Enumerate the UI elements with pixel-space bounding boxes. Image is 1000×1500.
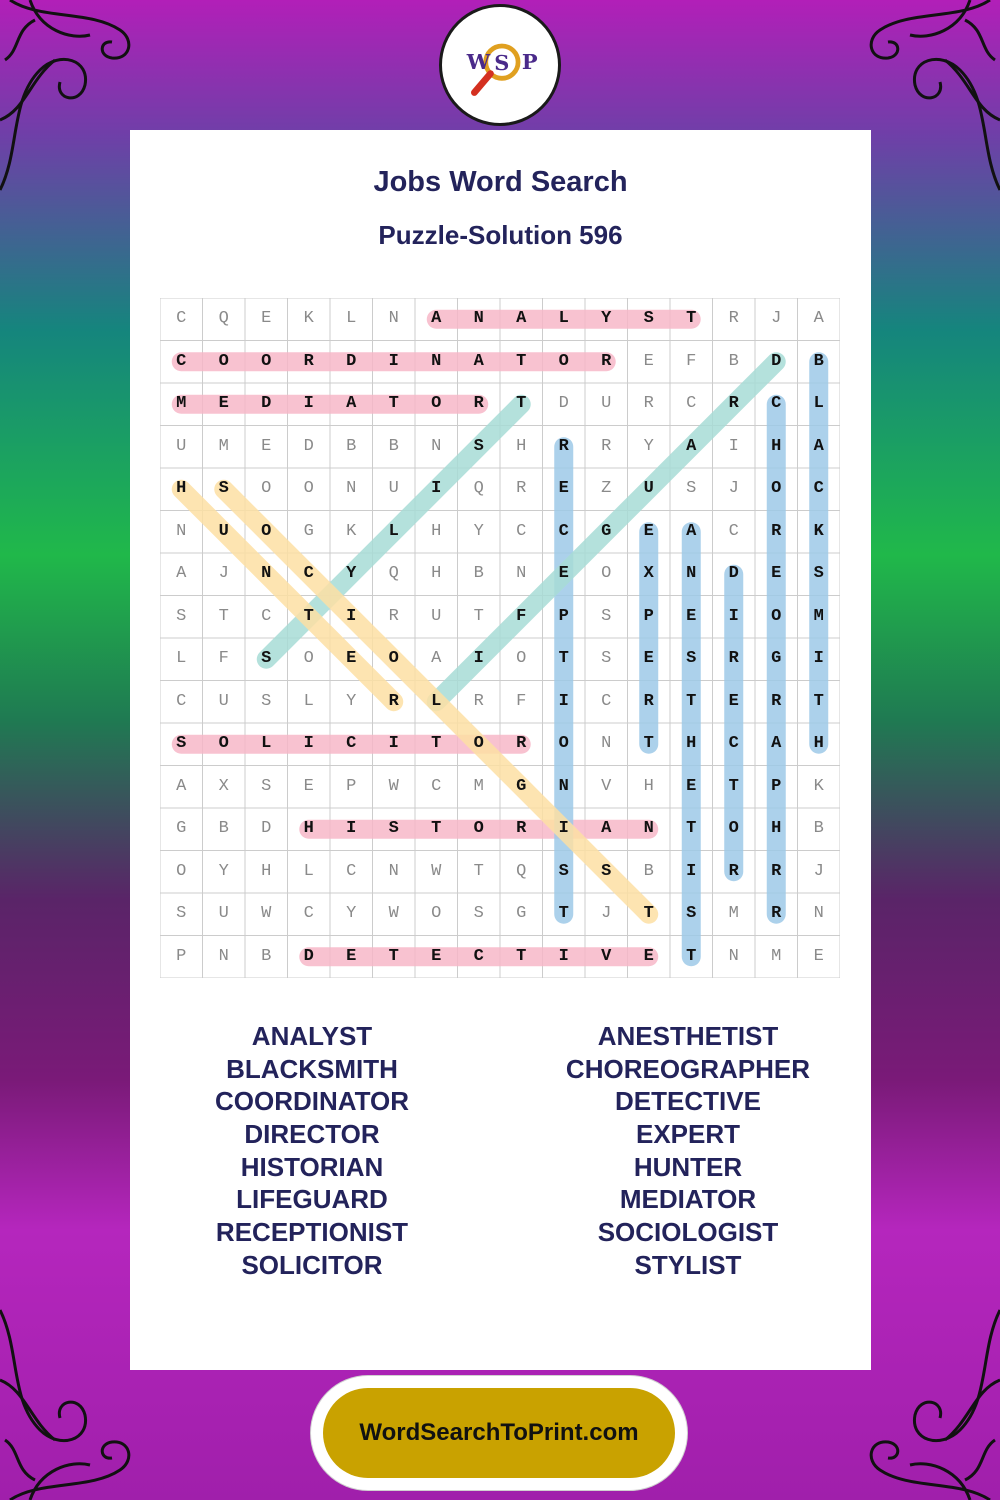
grid-cell: R xyxy=(771,691,782,711)
grid-cell: A xyxy=(346,394,357,413)
grid-cell: Q xyxy=(473,479,484,498)
logo-letter-s: S xyxy=(494,49,510,75)
grid-cell: E xyxy=(771,564,782,583)
grid-cell: R xyxy=(516,819,527,838)
grid-cell: S xyxy=(473,436,484,456)
grid-cell: W xyxy=(388,904,399,923)
grid-cell: A xyxy=(431,309,442,328)
grid-cell: S xyxy=(218,479,229,498)
grid-cell: N xyxy=(388,309,399,328)
grid-cell: D xyxy=(558,394,569,413)
corner-ornament-bottom-left xyxy=(0,1300,140,1500)
grid-cell: C xyxy=(601,691,612,711)
word-list-left xyxy=(162,1020,462,1282)
grid-cell: T xyxy=(686,691,697,711)
grid-cell: Y xyxy=(473,521,484,541)
grid-cell: T xyxy=(473,861,484,881)
grid-cell: U xyxy=(176,436,187,456)
grid-cell: E xyxy=(346,649,357,668)
word-list-item: STYLIST xyxy=(634,1249,742,1280)
grid-cell: M xyxy=(176,394,187,413)
grid-cell: X xyxy=(643,564,654,583)
grid-cell: C xyxy=(346,861,357,881)
grid-cell: O xyxy=(473,819,484,838)
grid-cell: N xyxy=(813,904,824,923)
grid-cell: G xyxy=(771,649,782,668)
grid-cell: B xyxy=(813,351,824,371)
grid-cell: U xyxy=(218,904,229,923)
grid-cell: V xyxy=(601,946,612,966)
grid-cell: C xyxy=(558,521,569,541)
grid-cell: T xyxy=(813,691,824,711)
grid-cell: N xyxy=(388,861,399,881)
grid-cell: T xyxy=(473,606,484,626)
grid-cell: N xyxy=(431,436,442,456)
grid-cell: N xyxy=(431,351,442,371)
grid-cell: P xyxy=(643,606,654,626)
grid-cell: Y xyxy=(346,564,357,583)
grid-cell: H xyxy=(303,819,314,838)
grid-cell: S xyxy=(686,649,697,668)
grid-cell: E xyxy=(218,394,229,413)
grid-cell: T xyxy=(686,819,697,838)
grid-cell: A xyxy=(176,564,187,583)
grid-cell: L xyxy=(431,691,442,711)
grid-cell: N xyxy=(218,946,229,966)
grid-cell: J xyxy=(728,479,739,498)
grid-cell: R xyxy=(771,904,782,923)
grid-cell: P xyxy=(346,776,357,796)
word-search-grid xyxy=(160,298,840,978)
site-link-button[interactable]: WordSearchToPrint.com xyxy=(323,1388,675,1478)
grid-cell: I xyxy=(388,351,399,371)
grid-cell: W xyxy=(388,776,399,796)
grid-cell: E xyxy=(261,309,272,328)
grid-cell: W xyxy=(261,904,272,923)
grid-cell: O xyxy=(388,649,399,668)
grid-cell: I xyxy=(728,606,739,626)
grid-cell: O xyxy=(728,819,739,838)
grid-cell: T xyxy=(431,734,442,753)
grid-cell: N xyxy=(643,819,654,838)
grid-cell: I xyxy=(686,861,697,881)
grid-cell: A xyxy=(431,649,442,668)
grid-cell: I xyxy=(728,436,739,456)
grid-cell: S xyxy=(176,904,187,923)
grid-cell: T xyxy=(388,394,399,413)
grid-cell: H xyxy=(516,436,527,456)
grid-cell: Y xyxy=(601,309,612,328)
grid-cell: S xyxy=(686,904,697,923)
grid-cell: A xyxy=(771,734,782,753)
grid-cell: H xyxy=(176,479,187,498)
grid-cell: A xyxy=(686,521,697,541)
grid-cell: K xyxy=(813,521,824,541)
grid-cell: D xyxy=(771,351,782,371)
grid-cell: R xyxy=(728,649,739,668)
grid-cell: E xyxy=(643,649,654,668)
grid-cell: H xyxy=(431,564,442,583)
grid-cell: O xyxy=(218,734,229,753)
grid-cell: S xyxy=(558,861,569,881)
grid-cell: M xyxy=(728,904,739,923)
grid-cell: Y xyxy=(346,691,357,711)
word-list-item: RECEPTIONIST xyxy=(215,1217,409,1248)
grid-cell: O xyxy=(261,479,272,498)
grid-cell: L xyxy=(303,861,314,881)
grid-cell: U xyxy=(218,691,229,711)
grid-cell: F xyxy=(218,649,229,668)
corner-ornament-top-right xyxy=(860,0,1000,200)
page-title: Jobs Word Search xyxy=(373,166,628,198)
grid-cell: E xyxy=(686,606,697,626)
grid-cell: B xyxy=(218,819,229,838)
grid-cell: S xyxy=(601,649,612,668)
grid-cell: F xyxy=(686,351,697,371)
grid-cell: G xyxy=(516,904,527,923)
grid-cell: T xyxy=(516,351,527,371)
grid-cell: N xyxy=(686,564,697,583)
grid-cell: G xyxy=(303,521,314,541)
grid-cell: N xyxy=(516,564,527,583)
corner-ornament-bottom-right xyxy=(860,1300,1000,1500)
grid-cell: Q xyxy=(388,564,399,583)
grid-cell: O xyxy=(558,734,569,753)
grid-cell: S xyxy=(813,564,824,583)
grid-cell: S xyxy=(261,691,272,711)
grid-cell: X xyxy=(218,776,229,796)
grid-cell: R xyxy=(473,394,484,413)
grid-cell: A xyxy=(473,351,484,371)
grid-cell: O xyxy=(218,351,229,371)
word-list-item: ANALYST xyxy=(251,1021,373,1051)
page-subtitle: Puzzle-Solution 596 xyxy=(378,220,623,250)
logo-letter-w: W xyxy=(466,48,491,74)
grid-cell: L xyxy=(813,394,824,413)
grid-cell: B xyxy=(346,436,357,456)
grid-cell: S xyxy=(473,904,484,923)
grid-cell: D xyxy=(728,564,739,583)
grid-cell: C xyxy=(516,521,527,541)
puzzle-sheet xyxy=(130,130,871,1370)
grid-cell: A xyxy=(601,819,612,838)
grid-cell: H xyxy=(261,861,272,881)
grid-cell: T xyxy=(388,946,399,966)
grid-cell: N xyxy=(473,309,484,328)
grid-cell: Y xyxy=(218,861,229,881)
grid-cell: S xyxy=(261,649,272,668)
grid-cell: E xyxy=(643,946,654,966)
grid-cell: S xyxy=(686,479,697,498)
grid-cell: J xyxy=(813,861,824,881)
grid-cell: C xyxy=(261,606,272,626)
grid-cell: R xyxy=(473,691,484,711)
grid-cell: T xyxy=(686,309,697,328)
grid-cell: Y xyxy=(643,436,654,456)
grid-cell: C xyxy=(728,521,739,541)
grid-cell: U xyxy=(388,479,399,498)
grid-cell: S xyxy=(601,861,612,881)
word-list-item: MEDIATOR xyxy=(619,1184,757,1215)
grid-cell: T xyxy=(431,819,442,838)
grid-cell: O xyxy=(601,564,612,583)
grid-cell: O xyxy=(516,649,527,668)
grid-cell: O xyxy=(303,649,314,668)
grid-cell: L xyxy=(176,649,187,668)
grid-cell: U xyxy=(218,521,229,541)
grid-cell: R xyxy=(728,861,739,881)
grid-cell: R xyxy=(643,394,654,413)
grid-cell: T xyxy=(643,734,654,753)
grid-cell: A xyxy=(686,436,697,456)
grid-cell: T xyxy=(643,904,654,923)
grid-cell: E xyxy=(686,776,697,796)
grid-cell: O xyxy=(261,351,272,371)
word-list-item: COORDINATOR xyxy=(214,1086,410,1117)
grid-cell: O xyxy=(176,861,187,881)
word-list-item: SOLICITOR xyxy=(241,1249,383,1280)
grid-cell: G xyxy=(601,521,612,541)
grid-cell: P xyxy=(558,606,569,626)
grid-cell: H xyxy=(771,436,782,456)
grid-cell: P xyxy=(771,776,782,796)
grid-cell: C xyxy=(346,734,357,753)
grid-cell: J xyxy=(218,564,229,583)
grid-cell: O xyxy=(771,606,782,626)
word-list-item: LIFEGUARD xyxy=(236,1184,388,1215)
grid-cell: I xyxy=(303,394,314,413)
word-list-item: CHOREOGRAPHER xyxy=(565,1053,811,1084)
grid-cell: S xyxy=(388,819,399,838)
grid-cell: J xyxy=(771,309,782,328)
grid-cell: H xyxy=(431,521,442,541)
grid-cell: L xyxy=(346,309,357,328)
grid-cell: O xyxy=(261,521,272,541)
grid-cell: I xyxy=(303,734,314,753)
grid-cell: D xyxy=(303,436,314,456)
grid-cell: O xyxy=(303,479,314,498)
grid-cell: O xyxy=(431,904,442,923)
grid-cell: E xyxy=(643,521,654,541)
grid-cell: B xyxy=(261,946,272,966)
grid-cell: N xyxy=(558,776,569,796)
grid-cell: A xyxy=(516,309,527,328)
grid-cell: G xyxy=(516,776,527,796)
grid-cell: T xyxy=(558,904,569,923)
grid-cell: G xyxy=(176,819,187,838)
grid-cell: C xyxy=(473,946,484,966)
grid-cell: R xyxy=(728,394,739,413)
wsp-logo[interactable] xyxy=(439,4,561,126)
grid-cell: A xyxy=(176,776,187,796)
grid-cell: R xyxy=(643,691,654,711)
word-list-item: DETECTIVE xyxy=(615,1086,761,1117)
grid-cell: E xyxy=(261,436,272,456)
grid-cell: B xyxy=(643,861,654,881)
corner-ornament-top-left xyxy=(0,0,140,200)
grid-cell: I xyxy=(558,691,569,711)
grid-cell: E xyxy=(813,946,824,966)
grid-cell: T xyxy=(516,946,527,966)
grid-cell: L xyxy=(558,309,569,328)
grid-cell: I xyxy=(346,606,357,626)
grid-cell: S xyxy=(643,309,654,328)
grid-cell: E xyxy=(643,351,654,371)
grid-cell: T xyxy=(558,649,569,668)
grid-cell: H xyxy=(686,734,697,753)
word-list-item: BLACKSMITH xyxy=(226,1053,398,1084)
grid-cell: R xyxy=(728,309,739,328)
grid-cell: B xyxy=(388,436,399,456)
grid-cell: K xyxy=(303,309,314,328)
grid-cell: R xyxy=(771,521,782,541)
grid-cell: V xyxy=(601,776,612,796)
grid-cell: E xyxy=(431,946,442,966)
grid-cell: R xyxy=(516,479,527,498)
grid-cell: T xyxy=(218,606,229,626)
grid-cell: H xyxy=(643,776,654,796)
grid-cell: O xyxy=(431,394,442,413)
grid-cell: U xyxy=(601,394,612,413)
grid-cell: H xyxy=(813,734,824,753)
grid-cell: R xyxy=(388,606,399,626)
grid-cell: U xyxy=(431,606,442,626)
grid-cell: R xyxy=(558,436,569,456)
grid-letters xyxy=(160,298,840,978)
grid-cell: C xyxy=(431,776,442,796)
grid-cell: L xyxy=(261,734,272,753)
grid-cell: R xyxy=(601,351,612,371)
grid-cell: C xyxy=(303,904,314,923)
grid-cell: L xyxy=(388,521,399,541)
grid-cell: A xyxy=(813,309,824,328)
grid-cell: M xyxy=(813,606,824,626)
word-list-item: HISTORIAN xyxy=(240,1151,384,1182)
grid-cell: S xyxy=(176,734,187,753)
grid-cell: B xyxy=(728,351,739,371)
grid-cell: P xyxy=(176,946,187,966)
grid-cell: T xyxy=(303,606,314,626)
grid-cell: M xyxy=(771,946,782,966)
grid-cell: O xyxy=(473,734,484,753)
grid-cell: E xyxy=(558,564,569,583)
word-list-item: SOCIOLOGIST xyxy=(597,1217,779,1248)
grid-cell: R xyxy=(303,351,314,371)
grid-cell: C xyxy=(771,394,782,413)
grid-cell: L xyxy=(303,691,314,711)
grid-cell: D xyxy=(261,394,272,413)
grid-cell: Q xyxy=(516,861,527,881)
grid-cell: F xyxy=(516,606,527,626)
grid-cell: O xyxy=(558,351,569,371)
grid-cell: M xyxy=(473,776,484,796)
grid-cell: N xyxy=(176,521,187,541)
grid-cell: B xyxy=(813,819,824,838)
grid-cell: K xyxy=(813,776,824,796)
grid-cell: N xyxy=(601,734,612,753)
grid-cell: N xyxy=(261,564,272,583)
grid-cell: R xyxy=(601,436,612,456)
grid-cell: I xyxy=(813,649,824,668)
grid-cell: E xyxy=(346,946,357,966)
logo-letter-p: P xyxy=(521,48,538,74)
grid-cell: S xyxy=(601,606,612,626)
grid-cell: Z xyxy=(601,479,612,498)
grid-cell: O xyxy=(771,479,782,498)
grid-cell: R xyxy=(516,734,527,753)
grid-cell: N xyxy=(728,946,739,966)
grid-cell: C xyxy=(813,479,824,498)
grid-cell: C xyxy=(686,394,697,413)
grid-cell: C xyxy=(176,691,187,711)
grid-cell: I xyxy=(558,819,569,838)
grid-cell: S xyxy=(176,606,187,626)
word-list-item: HUNTER xyxy=(633,1151,743,1182)
grid-cell: T xyxy=(728,776,739,796)
grid-cell: E xyxy=(558,479,569,498)
grid-cell: W xyxy=(431,861,442,881)
grid-cell: E xyxy=(728,691,739,711)
grid-cell: H xyxy=(771,819,782,838)
grid-cell: E xyxy=(303,776,314,796)
word-list-item: ANESTHETIST xyxy=(597,1021,779,1051)
grid-cell: Y xyxy=(346,904,357,923)
grid-cell: K xyxy=(346,521,357,541)
grid-cell: B xyxy=(473,564,484,583)
grid-cell: I xyxy=(346,819,357,838)
grid-cell: I xyxy=(431,479,442,498)
grid-cell: C xyxy=(176,309,187,328)
grid-cell: R xyxy=(771,861,782,881)
grid-cell: S xyxy=(261,776,272,796)
grid-cell: Q xyxy=(218,309,229,328)
grid-cell: T xyxy=(516,394,527,413)
grid-cell: T xyxy=(686,946,697,966)
word-list-item: EXPERT xyxy=(635,1119,741,1150)
grid-cell: C xyxy=(303,564,314,583)
grid-cell: M xyxy=(218,436,229,456)
grid-cell: R xyxy=(388,691,399,711)
grid-cell: I xyxy=(473,649,484,668)
grid-cell: A xyxy=(813,436,824,456)
grid-cell: D xyxy=(261,819,272,838)
grid-cell: N xyxy=(346,479,357,498)
grid-cell: J xyxy=(601,904,612,923)
grid-cell: F xyxy=(516,691,527,711)
grid-cell: U xyxy=(643,479,654,498)
grid-cell: D xyxy=(346,351,357,371)
grid-cell: I xyxy=(558,946,569,966)
grid-cell: C xyxy=(176,351,187,371)
word-list-right xyxy=(538,1020,838,1282)
grid-cell: C xyxy=(728,734,739,753)
word-list-item: DIRECTOR xyxy=(244,1119,380,1150)
grid-cell: I xyxy=(388,734,399,753)
grid-cell: D xyxy=(303,946,314,966)
